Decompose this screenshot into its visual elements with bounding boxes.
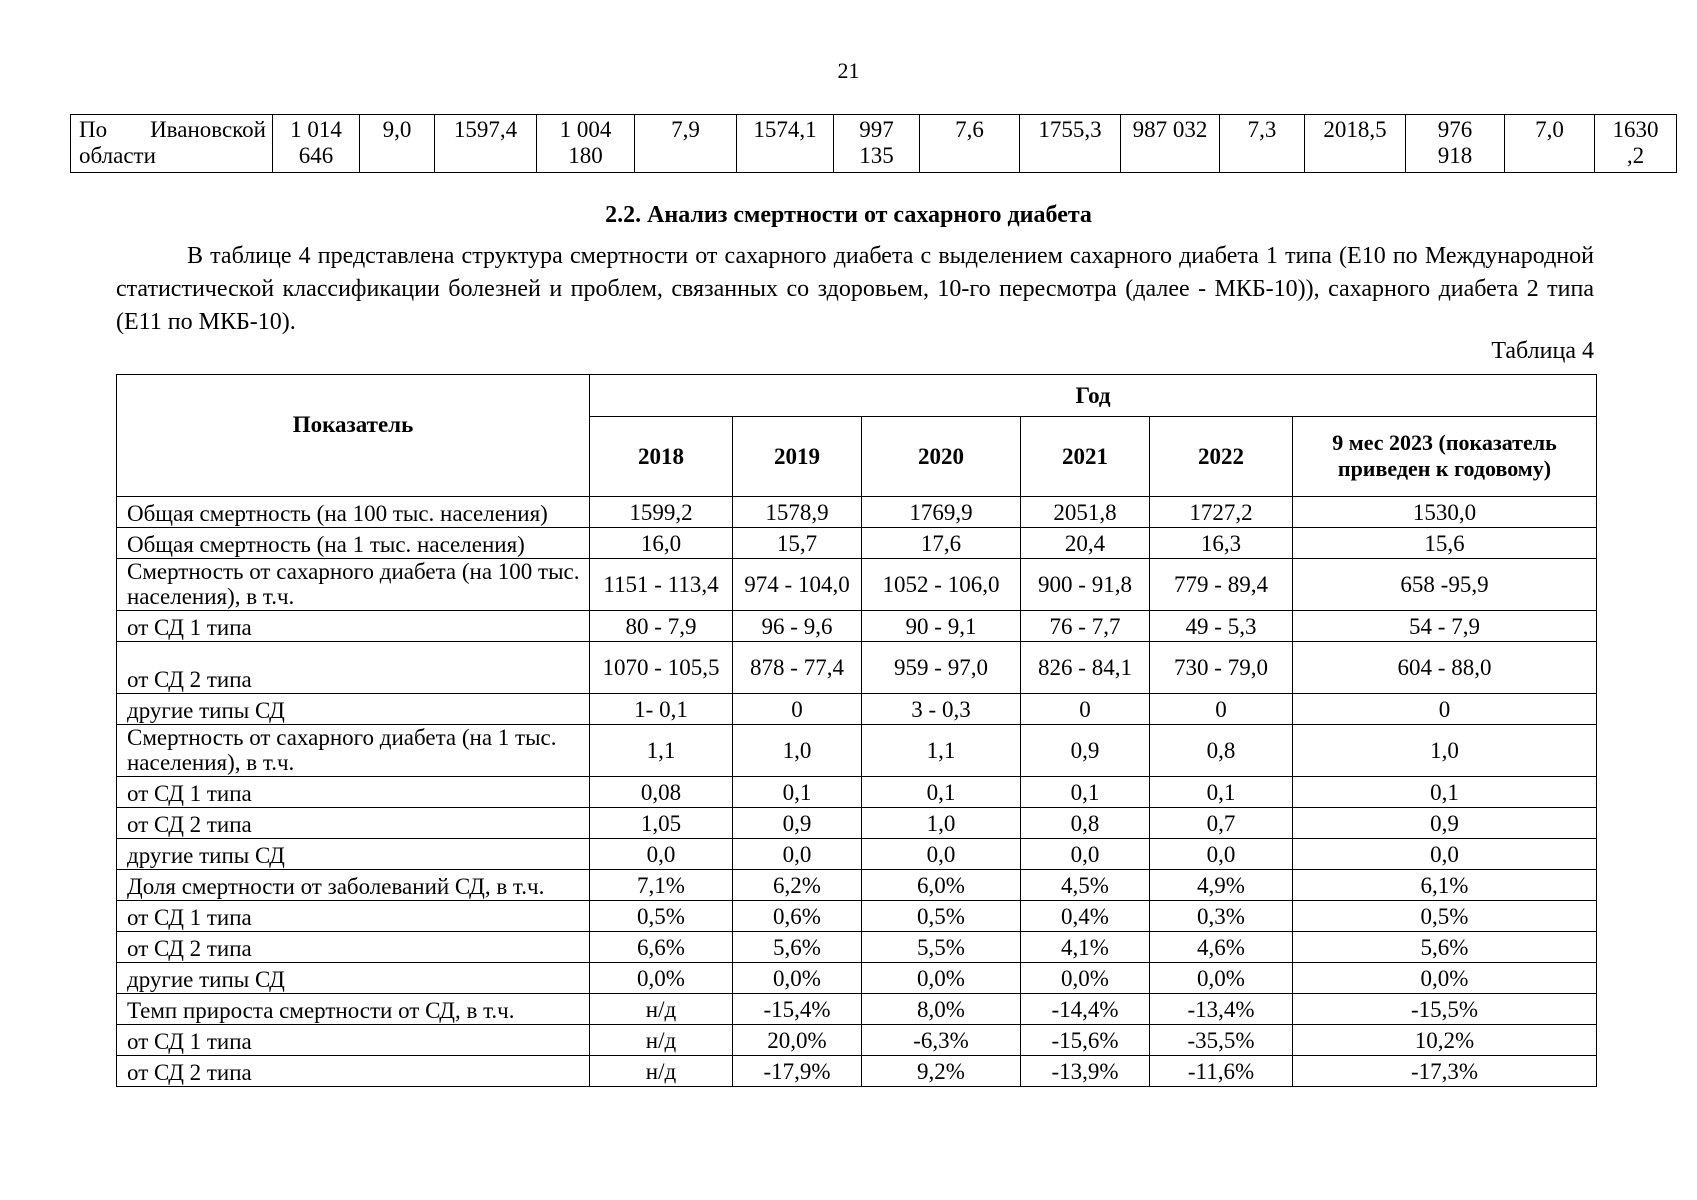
cell-line: 1 014 [290, 117, 342, 142]
table-cell: 80 - 7,9 [590, 611, 733, 642]
table-cell: 1530,0 [1293, 497, 1597, 528]
table-cell: 4,6% [1150, 932, 1293, 963]
table-cell: н/д [590, 1025, 733, 1056]
table-cell: 1052 - 106,0 [862, 559, 1021, 611]
table-cell: 4,5% [1021, 870, 1150, 901]
header-year-last-line: приведен к годовому) [1337, 456, 1552, 482]
table-row [117, 694, 1597, 725]
region-label-part: По [79, 117, 108, 142]
table-cell: 76 - 7,7 [1021, 611, 1150, 642]
table-cell: 0,0% [1150, 963, 1293, 994]
table-cell: 0,0% [1293, 963, 1597, 994]
table-row [117, 839, 1597, 870]
row-label: другие типы СД [117, 694, 590, 725]
header-year-2018: 2018 [590, 416, 733, 496]
table-cell: 658 -95,9 [1293, 559, 1597, 611]
row-label: от СД 1 типа [117, 777, 590, 808]
header-indicator: Показатель [117, 375, 590, 497]
table-cell: 1,1 [862, 725, 1021, 777]
table-row [117, 497, 1597, 528]
table-row [117, 808, 1597, 839]
table-cell: 1- 0,1 [590, 694, 733, 725]
table-cell: 0,0% [862, 963, 1021, 994]
table-row [117, 777, 1597, 808]
table-cell: 0,7 [1150, 808, 1293, 839]
table-row [117, 994, 1597, 1025]
table-row [117, 870, 1597, 901]
table-cell: 16,0 [590, 528, 733, 559]
table-cell: -17,3% [1293, 1056, 1597, 1087]
table-cell [834, 115, 920, 173]
header-year-2019: 2019 [733, 416, 862, 496]
row-label: Доля смертности от заболеваний СД, в т.ч. [117, 870, 590, 901]
table-cell: 0,6% [733, 901, 862, 932]
table-cell: 0,5% [1293, 901, 1597, 932]
table-cell: 0,1 [733, 777, 862, 808]
table-cell: -17,9% [733, 1056, 862, 1087]
table-cell: 15,6 [1293, 528, 1597, 559]
table-cell [1121, 115, 1220, 173]
table-cell: 1727,2 [1150, 497, 1293, 528]
section-title: 2.2. Анализ смертности от сахарного диабета [605, 202, 1092, 228]
table-cell: -11,6% [1150, 1056, 1293, 1087]
cell-line: 7,6 [955, 117, 984, 142]
row-label: от СД 2 типа [117, 932, 590, 963]
table-row [117, 932, 1597, 963]
row-label: от СД 2 типа [117, 642, 590, 694]
table-cell: -14,4% [1021, 994, 1150, 1025]
table-cell: н/д [590, 1056, 733, 1087]
table-cell: 6,6% [590, 932, 733, 963]
table-cell: 1578,9 [733, 497, 862, 528]
table-cell: 1151 - 113,4 [590, 559, 733, 611]
table-cell: 0,1 [1021, 777, 1150, 808]
table-cell: 0,0% [1021, 963, 1150, 994]
table-cell: 0,0% [590, 963, 733, 994]
table-cell: 1,0 [862, 808, 1021, 839]
table-cell: -15,5% [1293, 994, 1597, 1025]
header-year-2021: 2021 [1021, 416, 1150, 496]
cell-line: 7,9 [671, 117, 700, 142]
table-cell: 0,4% [1021, 901, 1150, 932]
table-row [117, 559, 1597, 611]
cell-line: 180 [568, 143, 603, 168]
header-year-last [1293, 416, 1597, 496]
table-cell: 6,0% [862, 870, 1021, 901]
table-cell: 900 - 91,8 [1021, 559, 1150, 611]
table-cell: 974 - 104,0 [733, 559, 862, 611]
table-cell: 0 [733, 694, 862, 725]
table-cell: 779 - 89,4 [1150, 559, 1293, 611]
table-cell: 90 - 9,1 [862, 611, 1021, 642]
region-label-part: области [79, 143, 156, 168]
table-cell: 878 - 77,4 [733, 642, 862, 694]
table-cell: 0,1 [862, 777, 1021, 808]
table-row [117, 725, 1597, 777]
table-cell: 0,9 [1293, 808, 1597, 839]
table-cell: 10,2% [1293, 1025, 1597, 1056]
table-cell: н/д [590, 994, 733, 1025]
table-cell [360, 115, 435, 173]
table-cell: 1599,2 [590, 497, 733, 528]
table-cell: -35,5% [1150, 1025, 1293, 1056]
table-cell [920, 115, 1020, 173]
table-cell: 0,0 [1150, 839, 1293, 870]
table-row [117, 901, 1597, 932]
table-cell: 20,4 [1021, 528, 1150, 559]
page-number: 21 [837, 58, 860, 83]
table-cell: 7,1% [590, 870, 733, 901]
table-cell [435, 115, 537, 173]
header-year: Год [590, 375, 1597, 417]
cell-line: 1630 [1612, 117, 1659, 142]
table-cell: 730 - 79,0 [1150, 642, 1293, 694]
cell-line: 1574,1 [753, 117, 817, 142]
cell-line: 987 032 [1132, 117, 1208, 142]
table-cell: 0 [1021, 694, 1150, 725]
table-cell: 826 - 84,1 [1021, 642, 1150, 694]
table-cell: 3 - 0,3 [862, 694, 1021, 725]
table-cell: 49 - 5,3 [1150, 611, 1293, 642]
table-cell: 0,8 [1150, 725, 1293, 777]
table-cell: 0 [1293, 694, 1597, 725]
table-cell: 0,5% [862, 901, 1021, 932]
row-label: Общая смертность (на 1 тыс. населения) [117, 528, 590, 559]
table-cell: 16,3 [1150, 528, 1293, 559]
table-row [117, 963, 1597, 994]
table-cell: 5,6% [1293, 932, 1597, 963]
header-year-last-line: 9 мес 2023 (показатель [1332, 430, 1557, 456]
table-cell: 20,0% [733, 1025, 862, 1056]
table-cell: -15,4% [733, 994, 862, 1025]
table-cell: 0,0 [1021, 839, 1150, 870]
table-caption: Таблица 4 [1491, 338, 1594, 364]
row-label: другие типы СД [117, 963, 590, 994]
cell-line: 1755,3 [1038, 117, 1102, 142]
table-row [117, 528, 1597, 559]
table-cell: 1769,9 [862, 497, 1021, 528]
cell-line: 918 [1437, 143, 1473, 168]
cell-line: 2018,5 [1323, 117, 1387, 142]
row-label: Общая смертность (на 100 тыс. населения) [117, 497, 590, 528]
table-cell: 0,3% [1150, 901, 1293, 932]
table-cell: 1,0 [733, 725, 862, 777]
table-cell: 604 - 88,0 [1293, 642, 1597, 694]
table-cell: 0 [1150, 694, 1293, 725]
table-cell [1595, 115, 1677, 173]
table-cell: 1,05 [590, 808, 733, 839]
cell-line: 646 [298, 143, 334, 168]
cell-line: 9,0 [382, 117, 412, 142]
table-row [117, 611, 1597, 642]
table-cell: 959 - 97,0 [862, 642, 1021, 694]
table-cell: 1,1 [590, 725, 733, 777]
header-year-2020: 2020 [862, 416, 1021, 496]
row-label: от СД 1 типа [117, 611, 590, 642]
row-label: от СД 2 типа [117, 1056, 590, 1087]
table-row [117, 1025, 1597, 1056]
row-label: от СД 1 типа [117, 901, 590, 932]
table-cell: 4,1% [1021, 932, 1150, 963]
table-row [117, 1056, 1597, 1087]
table-cell [1220, 115, 1305, 173]
table-cell [537, 115, 635, 173]
cell-line: ,2 [1626, 143, 1645, 168]
table-cell: 2051,8 [1021, 497, 1150, 528]
table-cell: 0,9 [733, 808, 862, 839]
table-cell [737, 115, 834, 173]
cell-line: 7,3 [1247, 117, 1277, 142]
table-cell: 0,5% [590, 901, 733, 932]
table-cell: 9,2% [862, 1056, 1021, 1087]
row-label: Темп прироста смертности от СД, в т.ч. [117, 994, 590, 1025]
table-cell: 0,8 [1021, 808, 1150, 839]
table-cell: -6,3% [862, 1025, 1021, 1056]
table-cell: 0,1 [1150, 777, 1293, 808]
table-cell: 1070 - 105,5 [590, 642, 733, 694]
table-cell: -13,4% [1150, 994, 1293, 1025]
table-cell [1305, 115, 1406, 173]
table-cell [1406, 115, 1505, 173]
table-cell: 5,5% [862, 932, 1021, 963]
table-cell: 6,2% [733, 870, 862, 901]
table-cell: 0,9 [1021, 725, 1150, 777]
header-year-2022: 2022 [1150, 416, 1293, 496]
mortality-table [116, 374, 1597, 1087]
table-cell: 0,1 [1293, 777, 1597, 808]
region-label-part: Ивановской [150, 117, 266, 142]
region-cell [71, 115, 273, 173]
table-cell [1505, 115, 1595, 173]
table-cell: 0,0 [590, 839, 733, 870]
table-cell: 0,08 [590, 777, 733, 808]
cell-line: 7,0 [1535, 117, 1564, 142]
table-cell: 0,0% [733, 963, 862, 994]
table-cell [273, 115, 360, 173]
table-cell [1020, 115, 1121, 173]
row-label: от СД 1 типа [117, 1025, 590, 1056]
row-label: другие типы СД [117, 839, 590, 870]
cell-line: 135 [859, 143, 894, 168]
row-label: Смертность от сахарного диабета (на 100 тыс. населения), в т.ч. [117, 559, 590, 611]
table-row [71, 115, 1677, 173]
table-cell: -13,9% [1021, 1056, 1150, 1087]
cell-line: 976 [1437, 117, 1473, 142]
intro-paragraph: В таблице 4 представлена структура смертности от сахарного диабета с выделением сахарного диабета 1 типа (Е10 по Международной статистической классификации болезней и проблем, связанных со здоровьем, 10-го пересмотра (далее - МКБ-10)), сахарного диабета 2 типа (Е11 по МКБ-10). [116, 243, 1594, 335]
table-cell: 0,0 [1293, 839, 1597, 870]
table-cell: 1,0 [1293, 725, 1597, 777]
cell-line: 1597,4 [453, 117, 518, 142]
table-cell: 0,0 [862, 839, 1021, 870]
table-cell: 0,0 [733, 839, 862, 870]
table-row [117, 642, 1597, 694]
table-cell: 8,0% [862, 994, 1021, 1025]
table-cell: 6,1% [1293, 870, 1597, 901]
table-cell: 96 - 9,6 [733, 611, 862, 642]
row-label: Смертность от сахарного диабета (на 1 тыс. населения), в т.ч. [117, 725, 590, 777]
regional-summary-table [70, 114, 1677, 173]
table-cell: 4,9% [1150, 870, 1293, 901]
table-cell: 15,7 [733, 528, 862, 559]
cell-line: 1 004 [559, 117, 612, 142]
table-cell [635, 115, 737, 173]
table-cell: 54 - 7,9 [1293, 611, 1597, 642]
table-cell: 5,6% [733, 932, 862, 963]
table-cell: -15,6% [1021, 1025, 1150, 1056]
row-label: от СД 2 типа [117, 808, 590, 839]
table-cell: 17,6 [862, 528, 1021, 559]
cell-line: 997 [859, 117, 894, 142]
